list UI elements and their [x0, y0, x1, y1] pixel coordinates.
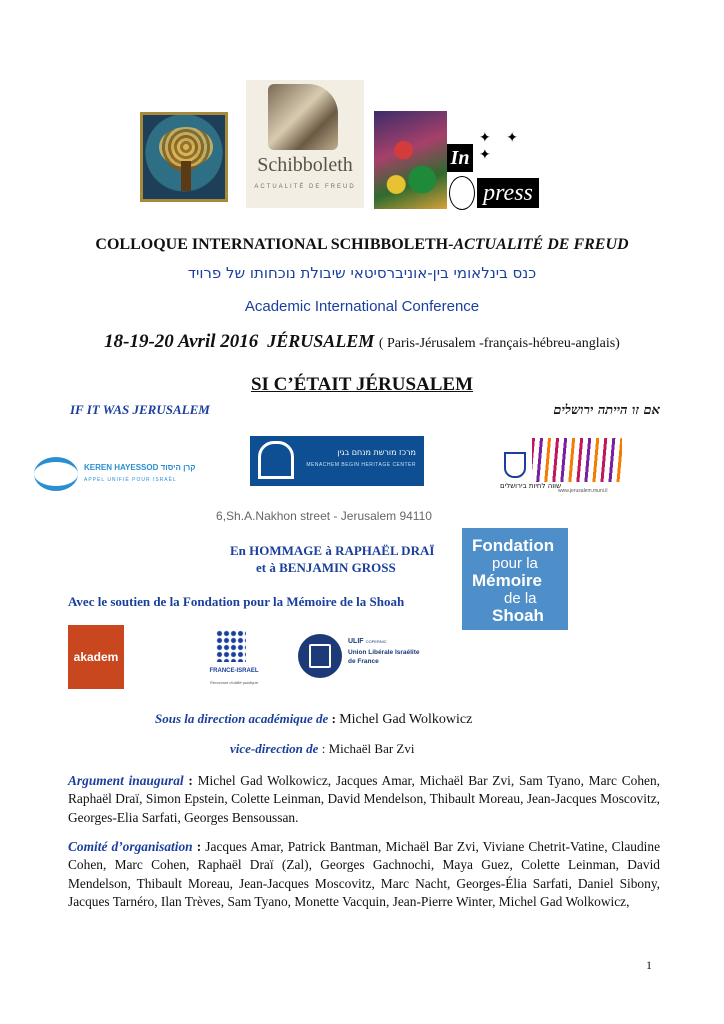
comite-colon: :: [192, 839, 206, 854]
fondation-line-2: pour la: [492, 555, 538, 572]
dates-text: 18-19-20 Avril 2016: [104, 331, 259, 352]
painting-image: [374, 111, 448, 209]
fondation-line-3: Mémoire: [472, 571, 542, 590]
arch-icon: [258, 441, 294, 479]
argument-paragraph: [68, 772, 660, 827]
stars-icon: ✦ ✦ ✦: [479, 131, 524, 163]
comite-text: Jacques Amar, Patrick Bantman, Michaël Bar Zvi, Viviane Chetrit-Vatine, Claudine Cohen, Marc Cohen, Raphaël Draï (Zal), Georges Gachnochi, Maya Guez, Colette Leinman, David Mendelson, Thibault Moreau, Jean-Jacques Moscovitz, Marc Nacht, Georges-Élia Sarfati, Daniel Sibony, Jacques Tarnéro, Ilan Trèves, Sam Tyano, Monette Vacquin, Jean-Pierre Winter, Michel Gad Wolkowicz,: [68, 839, 661, 910]
conference-dates: [0, 331, 724, 353]
support-line: Avec le soutien de la Fondation pour la Mémoire de la Shoah: [68, 594, 405, 609]
jerusalem-hebrew: שווה לחיות בירושלים: [500, 482, 562, 490]
dotted-tree-icon: [216, 630, 246, 662]
tree-trunk-icon: [181, 161, 191, 191]
swoosh-icon: [34, 457, 78, 491]
france-israel-title: FRANCE-ISRAEL: [209, 668, 259, 674]
schibboleth-wordmark: Schibboleth: [257, 154, 353, 176]
schibboleth-art-icon: [268, 84, 338, 150]
jerusalem-url: www.jerusalem.muni.il: [558, 488, 608, 494]
tree-logo: [140, 112, 228, 202]
ulif-logo: [298, 632, 422, 682]
subtitle-english: IF IT WAS JERUSALEM: [70, 402, 210, 417]
hommage-line-2: et à BENJAMIN GROSS: [256, 560, 396, 575]
fondation-line-5: Shoah: [492, 606, 544, 625]
address-text: 6,Sh.A.Nakhon street - Jerusalem 94110: [216, 509, 432, 523]
comite-label: Comité d’organisation: [68, 839, 193, 854]
direction-name: Michel Gad Wolkowicz: [339, 712, 473, 727]
conference-title-plain: COLLOQUE INTERNATIONAL SCHIBBOLETH-: [95, 236, 454, 253]
direction-label: Sous la direction académique de: [155, 711, 329, 726]
city-text: JÉRUSALEM: [267, 331, 375, 351]
keren-subtitle: APPEL UNIFIÉ POUR ISRAËL: [84, 477, 177, 483]
ulif-small-text: COPERNIC: [365, 639, 387, 644]
jerusalem-municipality-logo: [496, 434, 626, 500]
schibboleth-logo: [246, 80, 364, 208]
fondation-line-1: Fondation: [472, 536, 555, 555]
france-israel-logo: [200, 630, 268, 690]
akadem-logo: akadem: [68, 625, 124, 689]
comite-paragraph: [68, 838, 660, 912]
fondation-line-4: de la: [504, 590, 537, 607]
direction-colon: :: [328, 711, 340, 726]
main-title: [0, 374, 724, 396]
vice-colon: :: [318, 741, 329, 756]
ulif-seal-icon: [298, 634, 342, 678]
hebrew-title: כנס בינלאומי בין-אוניברסיטאי שיבולת נוכחותו של פרויד: [187, 264, 537, 282]
main-title-text: SI C’ÉTAIT JÉRUSALEM: [250, 374, 474, 395]
inpress-logo: [447, 110, 541, 210]
conference-title: [0, 236, 724, 254]
ulif-title: [348, 638, 387, 645]
conference-title-italic: ACTUALITÉ DE FREUD: [453, 236, 629, 253]
vitruvian-figure-icon: [449, 176, 475, 210]
argument-colon: :: [183, 773, 198, 788]
vice-label: vice-direction de: [230, 741, 319, 756]
inpress-in-label: In: [447, 144, 473, 172]
jerusalem-colorbars-icon: [532, 438, 622, 482]
address-line: [0, 507, 724, 525]
begin-hebrew: מרכז מורשת מנחם בגין: [337, 448, 416, 457]
argument-label: Argument inaugural: [68, 773, 184, 788]
hommage-line-1: En HOMMAGE à RAPHAËL DRAÏ: [230, 543, 435, 558]
begin-heritage-logo: [250, 436, 424, 486]
fondation-shoah-logo: [462, 528, 568, 630]
subtitle-hebrew: אם זו הייתה ירושלים: [553, 403, 660, 418]
ulif-title-text: ULIF: [348, 638, 364, 645]
begin-english: MENACHEM BEGIN HERITAGE CENTER: [306, 462, 416, 468]
vice-direction-line: [230, 741, 414, 757]
ulif-name: Union Libérale Israélite de France: [348, 649, 420, 665]
keren-title: KEREN HAYESSOD קרן היסוד: [84, 463, 196, 472]
france-israel-subtitle: Reconnue d'utilité publique: [210, 680, 258, 685]
keren-hayessod-logo: [30, 455, 196, 495]
argument-text: Michel Gad Wolkowicz, Jacques Amar, Michaël Bar Zvi, Sam Tyano, Marc Cohen, Raphaël Draï, Simon Epstein, Colette Leinman, David Mendelson, Thibault Moreau, Jean-Jacques Moscovitz, Georges-Elia Sarfati, Georges Bensoussan.: [68, 773, 660, 825]
vice-name: Michaël Bar Zvi: [328, 741, 415, 756]
page-number: 1: [646, 958, 652, 972]
inpress-press-label: press: [477, 178, 539, 208]
conference-english: Academic International Conference: [244, 298, 480, 315]
jerusalem-emblem-icon: [504, 452, 526, 478]
languages-text: ( Paris-Jérusalem -français-hébreu-anglais): [378, 336, 620, 351]
schibboleth-subtitle: ACTUALITÉ DE FREUD: [254, 184, 356, 190]
direction-line: [155, 711, 472, 728]
